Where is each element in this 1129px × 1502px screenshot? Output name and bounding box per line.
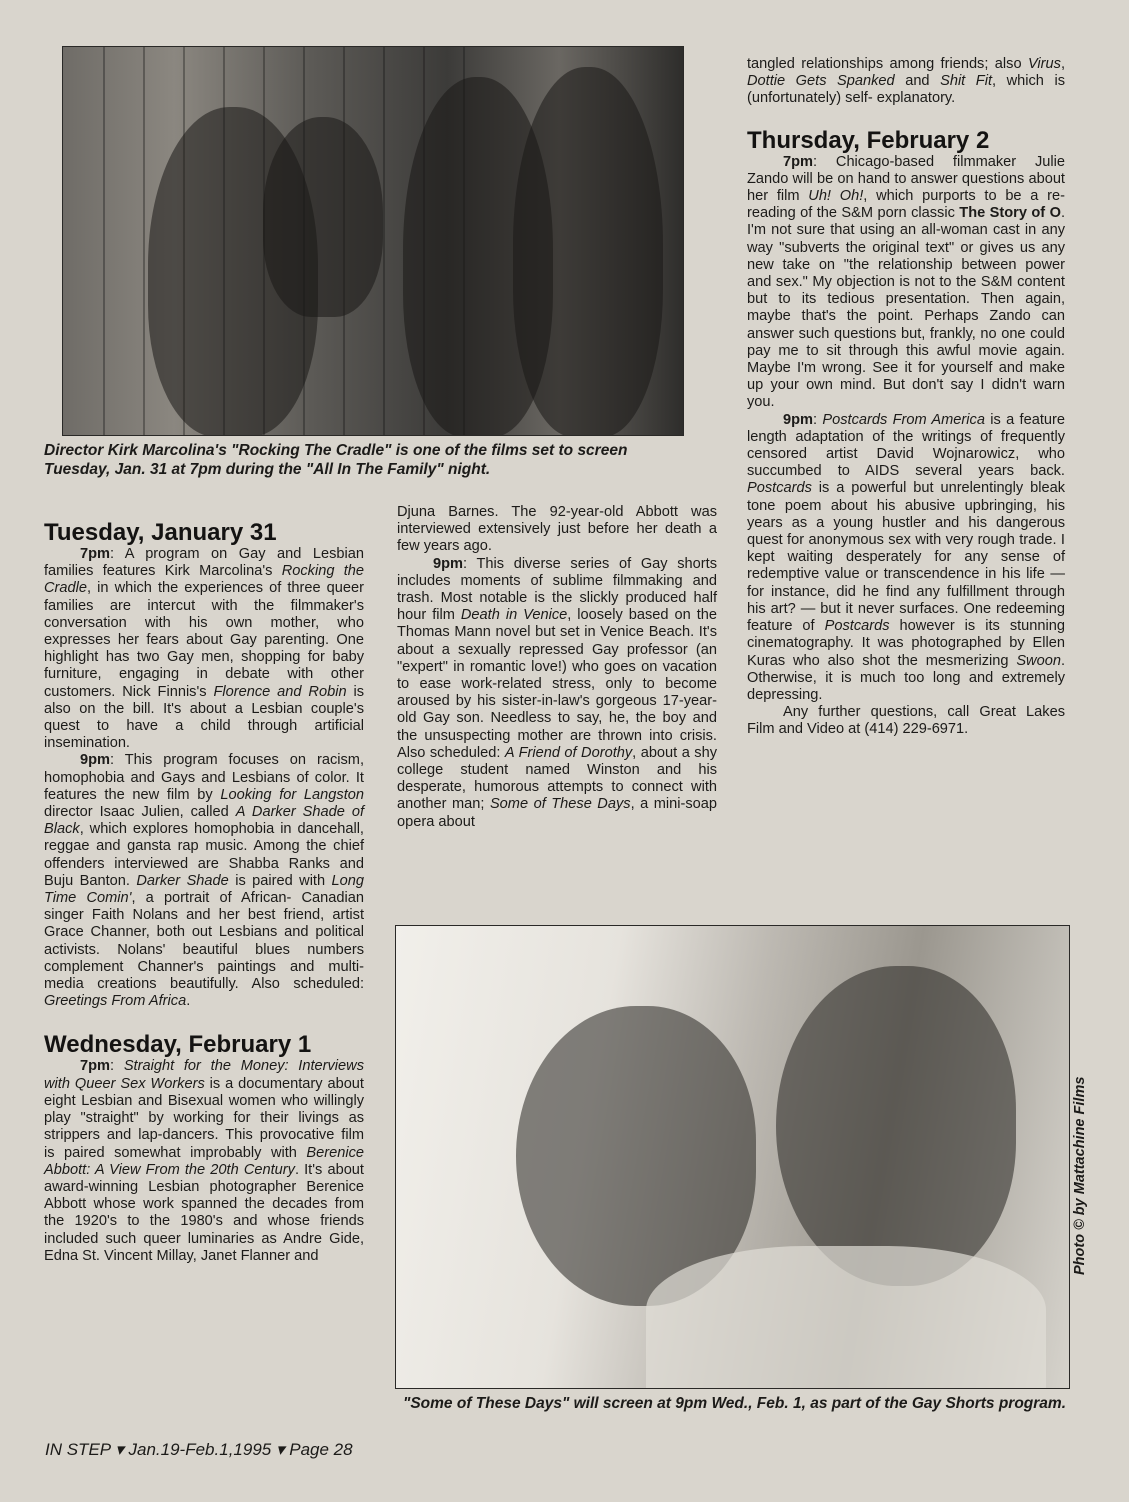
- photo-rocking-the-cradle: [62, 46, 684, 436]
- wednesday-9pm-paragraph: 9pm: This diverse series of Gay shorts includes moments of sublime filmmaking and trash. Most notable is the slickly produced half hour film Death in Venice, loosely based on the Thomas Mann novel but set in Venice Beach. It's about a sexually repressed Gay professor (an "expert" in romantic love!) who goes on vacation to ease work-related stress, only to become aroused by his sister-in-law's gorgeous 17-year-old Gay son. Needless to say, he, the boy and the unsuspecting mother are thrown into crisis. Also scheduled: A Friend of Dorothy, about a shy college student named Winston and his desperate, humorous attempts to connect with another man; Some of These Days, a mini-soap opera about: [397, 555, 717, 830]
- photo-caption-bottom: "Some of These Days" will screen at 9pm Wed., Feb. 1, as part of the Gay Shorts program.: [403, 1395, 1067, 1412]
- page-footer: [45, 1440, 353, 1460]
- tuesday-9pm-paragraph: 9pm: This program focuses on racism, homophobia and Gays and Lesbians of color. It features the new film by Looking for Langston director Isaac Julien, called A Darker Shade of Black, which explores homophobia in dancehall, reggae and gansta rap music. Among the chief offenders interviewed are Shabba Ranks and Buju Banton. Darker Shade is paired with Long Time Comin', a portrait of African- Canadian singer Faith Nolans and her best friend, artist Grace Channer, both out Lesbians and political activists. Nolans' beautiful blues numbers complement Channer's paintings and multi- media creations beautifully. Also scheduled: Greetings From Africa.: [44, 752, 365, 1010]
- column-3: [747, 56, 1065, 739]
- wednesday-7pm-continued: Djuna Barnes. The 92-year-old Abbott was interviewed extensively just before her death a few years ago.: [397, 504, 717, 555]
- wednesday-9pm-continued: tangled relationships among friends; also Virus, Dottie Gets Spanked and Shit Fit, which is (unfortunately) self- explanatory.: [747, 56, 1065, 107]
- page-number: Page 28: [289, 1440, 353, 1459]
- heading-wednesday: Wednesday, February 1: [44, 1031, 312, 1059]
- photo-some-of-these-days: [395, 925, 1070, 1389]
- thursday-7pm-paragraph: 7pm: Chicago-based filmmaker Julie Zando will be on hand to answer questions about her film Uh! Oh!, which purports to be a re-reading of the S&M porn classic The Story of O. I'm not sure that using an all-woman cast in any way "subverts the original text" or gives us any new take on "the relationship between power and sex." My objection is not to the S&M content but to its tedious presentation. Then again, maybe that's the point. Perhaps Zando can answer such questions but, frankly, no one could pay me to sit through this awful movie again. Maybe I'm wrong. See it for yourself and make up your own mind. But don't say I didn't warn you.: [747, 153, 1065, 411]
- photo-caption-top: Director Kirk Marcolina's "Rocking The Cradle" is one of the films set to screen Tuesday, Jan. 31 at 7pm during the "All In The Family" night.: [44, 442, 628, 478]
- thursday-9pm-paragraph: 9pm: Postcards From America is a feature length adaptation of the writings of frequently censored artist David Wojnarowicz, who succumbed to AIDS several years back. Postcards is a powerful but unrelentingly bleak tone poem about his abusive upbringing, his years as a young hustler and his dangerous quest for anonymous sex with very rough trade. I kept waiting desperately for any sense of redemptive value or transcendence in his life — for instance, did he find any fulfillment through his art? — but it never surfaces. One redeeming feature of Postcards however is its stunning cinematography. It was photographed by Ellen Kuras who also shot the mesmerizing Swoon. Otherwise, it is much too long and extremely depressing.: [747, 411, 1065, 703]
- separator: ▾: [275, 1440, 285, 1459]
- tuesday-7pm-paragraph: 7pm: A program on Gay and Lesbian families features Kirk Marcolina's Rocking the Cradle, in which the experiences of three queer families are intercut with the filmmaker's conversation with his own mother, who expresses her fears about Gay parenting. One highlight has two Gay men, shopping for baby furniture, engaging in debate with other customers. Nick Finnis's Florence and Robin is also on the bill. It's about a Lesbian couple's quest to have a child through artificial insemination.: [44, 546, 365, 752]
- thursday-contact-paragraph: Any further questions, call Great Lakes Film and Video at (414) 229-6971.: [747, 704, 1065, 738]
- publication-name: IN STEP: [45, 1440, 111, 1459]
- issue-dates: Jan.19-Feb.1,1995: [128, 1440, 272, 1459]
- heading-tuesday: Tuesday, January 31: [44, 519, 277, 546]
- wednesday-7pm-paragraph: 7pm: Straight for the Money: Interviews with Queer Sex Workers is a documentary about eight Lesbian and Bisexual women who willingly play "straight" by working for their livings as strippers and lap-dancers. This provocative film is paired somewhat improbably with Berenice Abbott: A View From the 20th Century. It's about award-winning Lesbian photographer Berenice Abbott whose work spanned the decades from the 1920's to the 1980's and whose friends included such queer luminaries as Andre Gide, Edna St. Vincent Millay, Janet Flanner and: [44, 1058, 364, 1264]
- column-1: [44, 520, 364, 1265]
- photo-credit: Photo © by Mattachine Films: [1072, 1076, 1088, 1275]
- separator: ▾: [115, 1440, 124, 1459]
- column-2: [397, 504, 717, 831]
- heading-thursday: Thursday, February 2: [747, 126, 990, 154]
